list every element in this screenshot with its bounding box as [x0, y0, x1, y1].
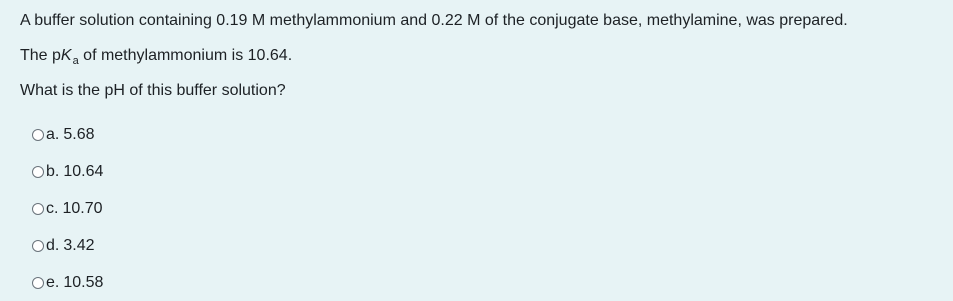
option-value: 10.64: [63, 162, 104, 180]
radio-button-icon[interactable]: [32, 277, 44, 289]
option-e[interactable]: [32, 264, 103, 301]
option-letter: d.: [46, 236, 60, 254]
option-c[interactable]: [32, 190, 103, 227]
option-letter: a.: [46, 125, 60, 143]
option-a[interactable]: [32, 116, 103, 153]
option-b[interactable]: [32, 153, 103, 190]
radio-button-icon[interactable]: [32, 166, 44, 178]
option-d[interactable]: [32, 227, 103, 264]
radio-button-icon[interactable]: [32, 129, 44, 141]
option-letter: e.: [46, 273, 60, 291]
pka-subscript: a: [72, 55, 79, 67]
pka-k: K: [60, 47, 72, 64]
option-value: 5.68: [63, 125, 95, 143]
question-text-line-1: A buffer solution containing 0.19 M methylammonium and 0.22 M of the conjugate base, methylamine, was prepared.: [20, 12, 848, 29]
pka-suffix: of methylammonium is 10.64.: [78, 47, 293, 64]
answer-options: [32, 116, 103, 301]
radio-button-icon[interactable]: [32, 240, 44, 252]
radio-button-icon[interactable]: [32, 203, 44, 215]
question-text-line-2: [20, 46, 292, 67]
option-value: 10.70: [62, 199, 103, 217]
option-value: 10.58: [63, 273, 104, 291]
question-text-line-3: What is the pH of this buffer solution?: [20, 82, 286, 99]
option-letter: c.: [46, 199, 59, 217]
option-letter: b.: [46, 162, 60, 180]
option-value: 3.42: [63, 236, 95, 254]
pka-prefix: The p: [20, 47, 61, 64]
